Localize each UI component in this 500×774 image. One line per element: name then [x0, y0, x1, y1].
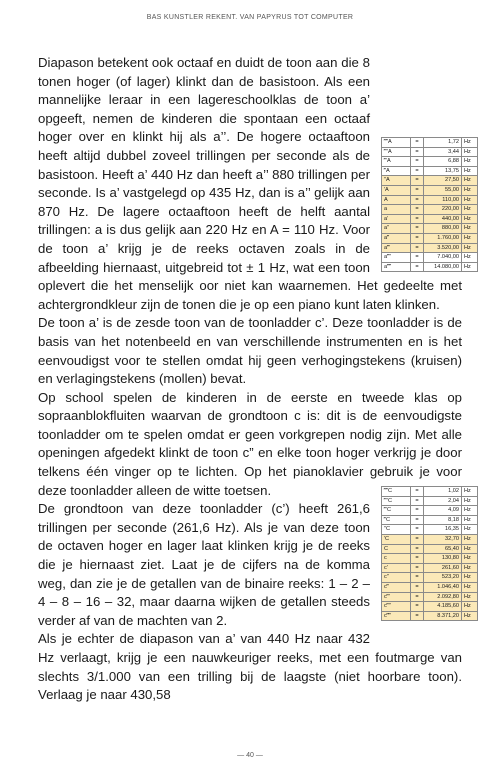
equals-cell: = — [411, 262, 424, 272]
note-cell: a‴‴ — [382, 262, 411, 272]
note-cell: c‴ — [382, 582, 411, 592]
frequency-cell: 1,72 — [424, 138, 462, 148]
unit-cell: Hz — [462, 506, 478, 516]
frequency-cell: 65,40 — [424, 544, 462, 554]
equals-cell: = — [411, 525, 424, 535]
unit-cell: Hz — [462, 195, 478, 205]
note-cell: A — [382, 195, 411, 205]
note-cell: ‴′C — [382, 506, 411, 516]
unit-cell: Hz — [462, 534, 478, 544]
note-cell: c′ — [382, 563, 411, 573]
unit-cell: Hz — [462, 166, 478, 176]
unit-cell: Hz — [462, 224, 478, 234]
note-cell: c‴″ — [382, 602, 411, 612]
unit-cell: Hz — [462, 185, 478, 195]
unit-cell: Hz — [462, 487, 478, 497]
note-cell: a′ — [382, 214, 411, 224]
unit-cell: Hz — [462, 176, 478, 186]
unit-cell: Hz — [462, 554, 478, 564]
equals-cell: = — [411, 534, 424, 544]
equals-cell: = — [411, 185, 424, 195]
note-cell: C — [382, 544, 411, 554]
unit-cell: Hz — [462, 592, 478, 602]
note-cell: ‴‴C — [382, 487, 411, 497]
unit-cell: Hz — [462, 525, 478, 535]
frequency-cell: 8,18 — [424, 515, 462, 525]
note-cell: c‴′ — [382, 592, 411, 602]
note-cell: a — [382, 205, 411, 215]
frequency-cell: 14.080,00 — [424, 262, 462, 272]
unit-cell: Hz — [462, 243, 478, 253]
page-number: — 40 — — [237, 752, 263, 759]
unit-cell: Hz — [462, 573, 478, 583]
note-cell: c‴‴ — [382, 611, 411, 621]
equals-cell: = — [411, 487, 424, 497]
paragraph-diapason: Diapason betekent ook octaaf en duidt de toon aan die 8 tonen hoger (of lager) klinkt dan de basistoon. Als een mannelijke leraar in een lagereschoolklas de toon a’ opgeeft, nemen de kinderen die spontaan een octaaf hoger over en klinkt hij als a’’. De hogere octaaftoon heeft altijd dubbel zoveel trillingen per seconde als de basistoon. Heeft a’ 440 Hz dan heeft a’’ 880 trillingen per seconde. Is a’ vastgelegd op 435 Hz, dan is a’’ gelijk aan 870 Hz. De lagere octaaftoon heeft de helft aantal trillingen: a is dus gelijk aan 220 Hz en A = 110 Hz. Voor de toon a’ krijg je de reeks octaven zoals in de afbeelding hiernaast, uitgebreid tot ± 1 Hz, wat een toon oplevert die het menselijk oor niet kan waarnemen. Het gedeelte met achtergrondkleur zijn de tonen die je op een piano kunt laten klinken. — [38, 55, 462, 312]
unit-cell: Hz — [462, 582, 478, 592]
equals-cell: = — [411, 157, 424, 167]
frequency-cell: 130,80 — [424, 554, 462, 564]
frequency-cell: 8.371,20 — [424, 611, 462, 621]
frequency-cell: 2.092,80 — [424, 592, 462, 602]
equals-cell: = — [411, 506, 424, 516]
unit-cell: Hz — [462, 515, 478, 525]
note-cell: ‴C — [382, 515, 411, 525]
note-cell: a‴″ — [382, 253, 411, 263]
equals-cell: = — [411, 176, 424, 186]
note-cell: a‴ — [382, 233, 411, 243]
unit-cell: Hz — [462, 602, 478, 612]
unit-cell: Hz — [462, 496, 478, 506]
equals-cell: = — [411, 496, 424, 506]
frequency-cell: 261,60 — [424, 563, 462, 573]
note-cell: ‴″C — [382, 496, 411, 506]
frequency-cell: 220,00 — [424, 205, 462, 215]
unit-cell: Hz — [462, 262, 478, 272]
frequency-cell: 1.760,00 — [424, 233, 462, 243]
unit-cell: Hz — [462, 147, 478, 157]
equals-cell: = — [411, 563, 424, 573]
note-cell: ‴″A — [382, 147, 411, 157]
frequency-cell: 4.185,60 — [424, 602, 462, 612]
note-cell: ″C — [382, 525, 411, 535]
note-cell: a‴′ — [382, 243, 411, 253]
note-cell: ′C — [382, 534, 411, 544]
note-cell: c″ — [382, 573, 411, 583]
frequency-cell: 880,00 — [424, 224, 462, 234]
equals-cell: = — [411, 138, 424, 148]
paragraph-toonladder: De toon a’ is de zesde toon van de toonladder c’. Deze toonladder is de basis van het notenbeeld en van verschillende instrumenten en is het eenvoudigst voor te stellen omdat hij geen verhogingstekens (kruisen) en verlagingstekens (mollen) bevat. — [38, 315, 462, 387]
equals-cell: = — [411, 147, 424, 157]
unit-cell: Hz — [462, 138, 478, 148]
equals-cell: = — [411, 195, 424, 205]
frequency-cell: 32,70 — [424, 534, 462, 544]
unit-cell: Hz — [462, 233, 478, 243]
frequency-cell: 4,09 — [424, 506, 462, 516]
frequency-cell: 3,44 — [424, 147, 462, 157]
frequency-cell: 27,50 — [424, 176, 462, 186]
frequency-cell: 16,35 — [424, 525, 462, 535]
frequency-cell: 3.520,00 — [424, 243, 462, 253]
note-cell: ‴′A — [382, 157, 411, 167]
equals-cell: = — [411, 233, 424, 243]
equals-cell: = — [411, 253, 424, 263]
equals-cell: = — [411, 582, 424, 592]
unit-cell: Hz — [462, 157, 478, 167]
equals-cell: = — [411, 224, 424, 234]
equals-cell: = — [411, 611, 424, 621]
unit-cell: Hz — [462, 611, 478, 621]
equals-cell: = — [411, 592, 424, 602]
frequency-cell: 440,00 — [424, 214, 462, 224]
note-cell: ′A — [382, 185, 411, 195]
frequency-cell: 110,00 — [424, 195, 462, 205]
equals-cell: = — [411, 205, 424, 215]
frequency-cell: 1.046,40 — [424, 582, 462, 592]
unit-cell: Hz — [462, 544, 478, 554]
equals-cell: = — [411, 554, 424, 564]
equals-cell: = — [411, 544, 424, 554]
equals-cell: = — [411, 166, 424, 176]
body-text — [38, 54, 462, 705]
frequency-cell: 55,00 — [424, 185, 462, 195]
paragraph-grondtoon: De grondtoon van deze toonladder (c’) heeft 261,6 trillingen per seconde (261,6 Hz). Als je van deze toon de octaven hoger en lager laat klinken krijg je de reeks die je hiernaast ziet. Laat je de cijfers na de komma weg, dan zie je de getallen van de binaire reeks: 1 – 2 – 4 – 8 – 16 – 32, maar daarna wijken de getallen steeds verder af van de machten van 2. — [38, 501, 370, 628]
equals-cell: = — [411, 573, 424, 583]
frequency-cell: 523,20 — [424, 573, 462, 583]
note-cell: c — [382, 554, 411, 564]
float-spacer-a — [376, 128, 462, 265]
frequency-cell: 7.040,00 — [424, 253, 462, 263]
float-spacer-c — [376, 500, 462, 637]
note-cell: ‴A — [382, 166, 411, 176]
unit-cell: Hz — [462, 214, 478, 224]
equals-cell: = — [411, 602, 424, 612]
frequency-cell: 6,88 — [424, 157, 462, 167]
running-header: BAS KUNSTLER REKENT. VAN PAPYRUS TOT COMPUTER — [146, 14, 354, 21]
frequency-cell: 13,75 — [424, 166, 462, 176]
paragraph-blokfluit: Op school spelen de kinderen in de eerste en tweede klas op sopraanblokfluiten waarvan de grondtoon c is: dit is de eenvoudigste toonladder om te spelen omdat er geen vorkgrepen nodig zijn. Met alle openingen afgedekt klinkt de toon c” en elke toon hoger verkrijg je door telkens één vinger op te lichten. Op het pianoklavier gebruik je voor deze toonladder alleen de witte toetsen. — [38, 389, 462, 498]
paragraph-diapason-432: Als je echter de diapason van a’ van 440 Hz naar 432 Hz verlaagt, krijg je een nauwkeuriger reeks, met een foutmarge van slechts 3/1.000 van een trilling bij de laagste (niet hoorbare toon). Verlaag je naar 430,58 — [38, 631, 462, 703]
note-cell: a″ — [382, 224, 411, 234]
note-cell: ‴‴A — [382, 138, 411, 148]
unit-cell: Hz — [462, 205, 478, 215]
equals-cell: = — [411, 515, 424, 525]
equals-cell: = — [411, 214, 424, 224]
unit-cell: Hz — [462, 253, 478, 263]
unit-cell: Hz — [462, 563, 478, 573]
equals-cell: = — [411, 243, 424, 253]
frequency-cell: 1,02 — [424, 487, 462, 497]
note-cell: ″A — [382, 176, 411, 186]
frequency-cell: 2,04 — [424, 496, 462, 506]
